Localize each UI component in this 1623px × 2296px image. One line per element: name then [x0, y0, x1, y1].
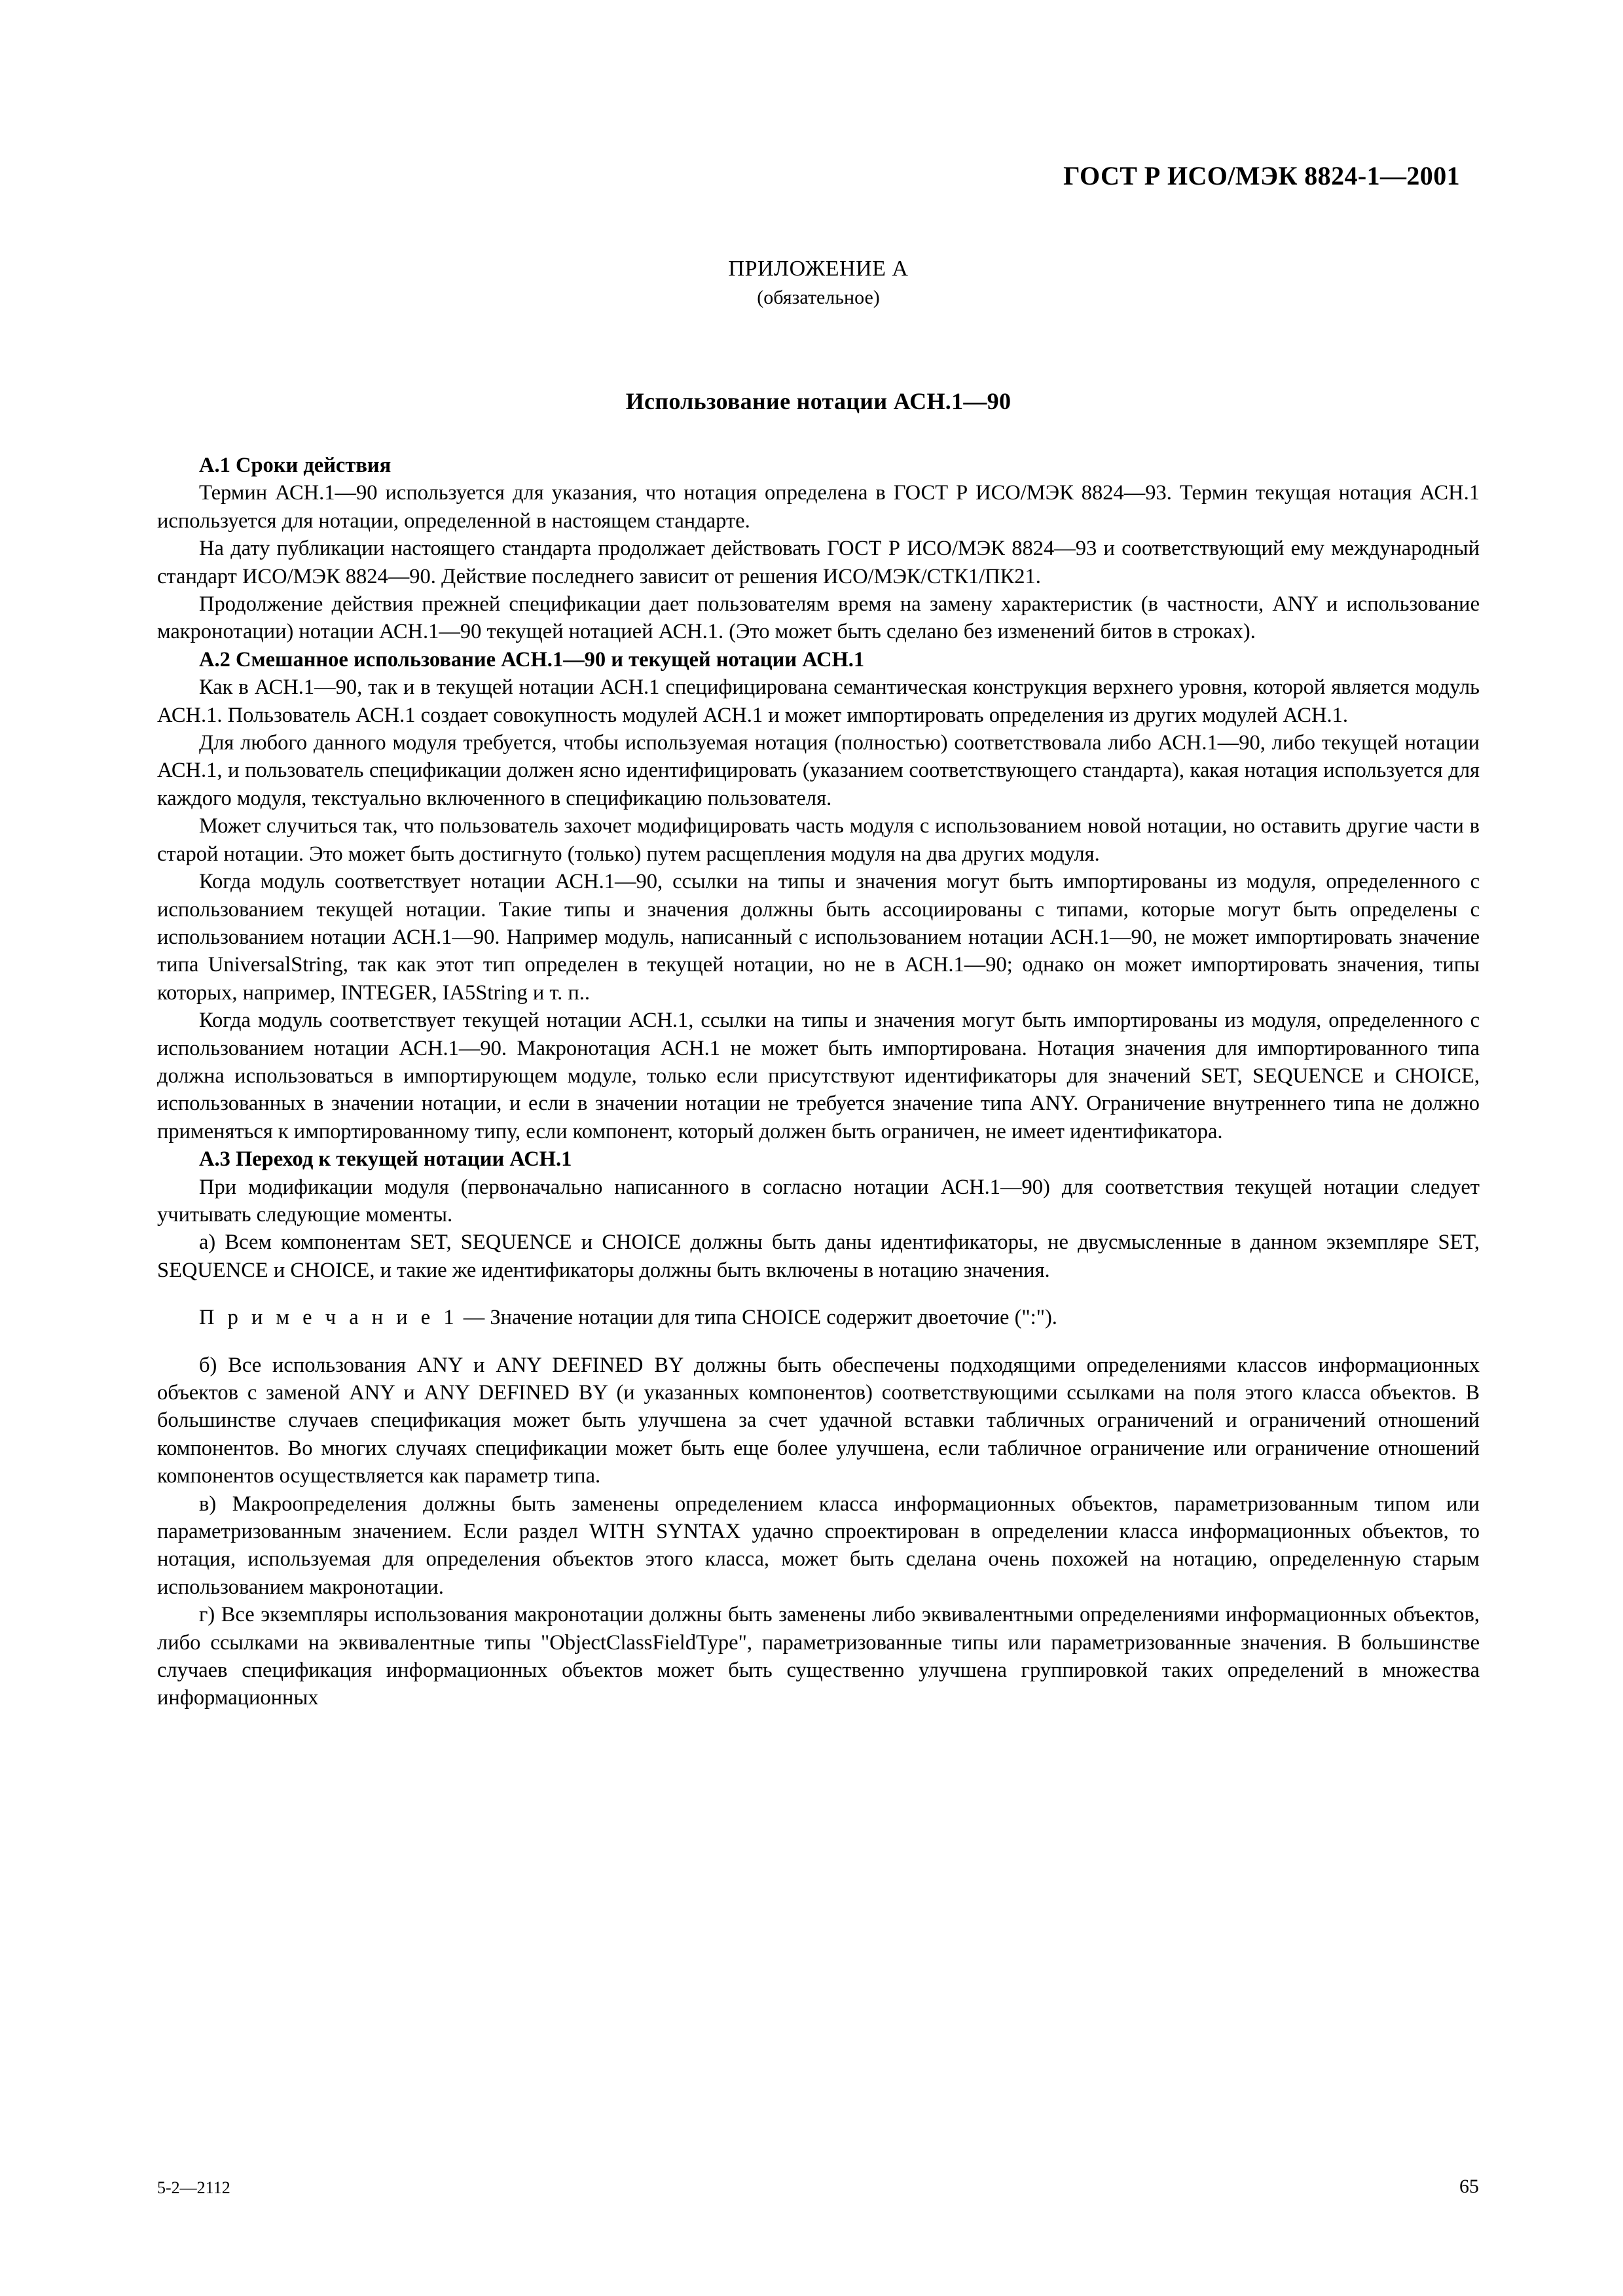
paragraph-item-g: г) Все экземпляры использования макронотации должны быть заменены либо эквивалентными определениями информационных объектов, либо ссылками на эквивалентные типы "ObjectClassFieldType", параметризованные типы или параметризованные значения. В большинстве случаев спецификация информационных объектов может быть существенно улучшена группировкой таких определений в множества информационных — [157, 1603, 1480, 1710]
standard-header: ГОСТ Р ИСО/МЭК 8824-1—2001 — [1063, 161, 1460, 190]
paragraph-item-b: б) Все использования ANY и ANY DEFINED BY должны быть обеспечены подходящими определениями классов информационных объектов с заменой ANY и ANY DEFINED BY (и указанных компонентов) соответствующими ссылками на поля этого класса объектов. В большинстве случаев спецификация может быть улучшена за счет удачной вставки табличных ограничений и ограничений отношений компонентов. Во многих случаях спецификации может быть еще более улучшена, если табличное ограничение или ограничение отношений компонентов осуществляется как параметр типа. — [157, 1353, 1480, 1488]
section-heading-a1: А.1 Сроки действия — [199, 454, 392, 477]
page-footer — [157, 2176, 1479, 2198]
paragraph: Когда модуль соответствует текущей нотации АСН.1, ссылки на типы и значения могут быть импортированы из модуля, определенного с использованием нотации АСН.1—90. Макронотация АСН.1 не может быть импортирована. Нотация значения для импортированного типа должна использоваться в импортирующем модуле, только если присутствуют идентификаторы для значений SET, SEQUENCE и CHOICE, использованных в значении нотации, и если в значении нотации не требуется значение типа ANY. Ограничение внутреннего типа не должно применяться к импортированному типу, если компонент, который должен быть ограничен, не имеет идентификатора. — [157, 1009, 1480, 1143]
page-content — [157, 0, 1480, 2296]
body-text — [157, 452, 1480, 1712]
section-heading-a2: А.2 Смешанное использование АСН.1—90 и текущей нотации АСН.1 — [199, 647, 865, 672]
page-title: Использование нотации АСН.1—90 — [625, 388, 1012, 414]
note-label: П р и м е ч а н и е 1 — [199, 1306, 458, 1330]
page-number: 65 — [1459, 2176, 1479, 2197]
annex-label: ПРИЛОЖЕНИЕ А — [728, 257, 909, 281]
paragraph: На дату публикации настоящего стандарта продолжает действовать ГОСТ Р ИСО/МЭК 8824—93 и соответствующий ему международный стандарт ИСО/МЭК 8824—90. Действие последнего зависит от решения ИСО/МЭК/СТК1/ПК21. — [157, 537, 1480, 588]
note-1 — [157, 1304, 1480, 1331]
footer-signature: 5-2—2112 — [157, 2178, 230, 2197]
note-text: — Значение нотации для типа CHOICE содержит двоеточие (":"). — [458, 1306, 1057, 1330]
paragraph: Для любого данного модуля требуется, чтобы используемая нотация (полностью) соответствовала либо АСН.1—90, либо текущей нотации АСН.1, и пользователь спецификации должен ясно идентифицировать (указанием соответствующего стандарта), какая нотация используется для каждого модуля, текстуально включенного в спецификацию пользователя. — [157, 731, 1480, 810]
paragraph: Когда модуль соответствует нотации АСН.1—90, ссылки на типы и значения могут быть импортированы из модуля, определенного с использованием текущей нотации. Такие типы и значения должны быть ассоциированы с типами, которые могут быть определены с использованием нотации АСН.1—90. Например модуль, написанный с использованием нотации АСН.1—90, не может импортировать значение типа UniversalString, так как этот тип определен в текущей нотации, но не в АСН.1—90; однако он может импортировать значения, типы которых, например, INTEGER, IA5String и т. п.. — [157, 870, 1480, 1005]
paragraph: Может случиться так, что пользователь захочет модифицировать часть модуля с использованием новой нотации, но оставить другие части в старой нотации. Это может быть достигнуто (только) путем расщепления модуля на два других модуля. — [157, 814, 1480, 866]
paragraph: Термин АСН.1—90 используется для указания, что нотация определена в ГОСТ Р ИСО/МЭК 8824—93. Термин текущая нотация АСН.1 используется для нотации, определенной в настоящем стандарте. — [157, 481, 1480, 533]
annex-status: (обязательное) — [757, 287, 880, 308]
paragraph-item-a: а) Всем компонентам SET, SEQUENCE и CHOICE должны быть даны идентификаторы, не двусмысленные в данном экземпляре SET, SEQUENCE и CHOICE, и такие же идентификаторы должны быть включены в нотацию значения. — [157, 1230, 1480, 1282]
section-heading-a3: А.3 Переход к текущей нотации АСН.1 — [199, 1147, 572, 1172]
paragraph: Как в АСН.1—90, так и в текущей нотации АСН.1 специфицирована семантическая конструкция верхнего уровня, которой является модуль АСН.1. Пользователь АСН.1 создает совокупность модулей АСН.1 и может импортировать определения из других модулей АСН.1. — [157, 675, 1480, 727]
paragraph: Продолжение действия прежней спецификации дает пользователям время на замену характеристик (в частности, ANY и использование макронотации) нотации АСН.1—90 текущей нотацией АСН.1. (Это может быть сделано без изменений битов в строках). — [157, 592, 1480, 644]
paragraph: При модификации модуля (первоначально написанного в согласно нотации АСН.1—90) для соответствия текущей нотации следует учитывать следующие моменты. — [157, 1175, 1480, 1227]
paragraph-item-v: в) Макроопределения должны быть заменены определением класса информационных объектов, параметризованным типом или параметризованным значением. Если раздел WITH SYNTAX удачно спроектирован в определении класса информационных объектов, то нотация, используемая для определения объектов этого класса, может быть сделана очень похожей на нотацию, определенную старым использованием макронотации. — [157, 1492, 1480, 1599]
